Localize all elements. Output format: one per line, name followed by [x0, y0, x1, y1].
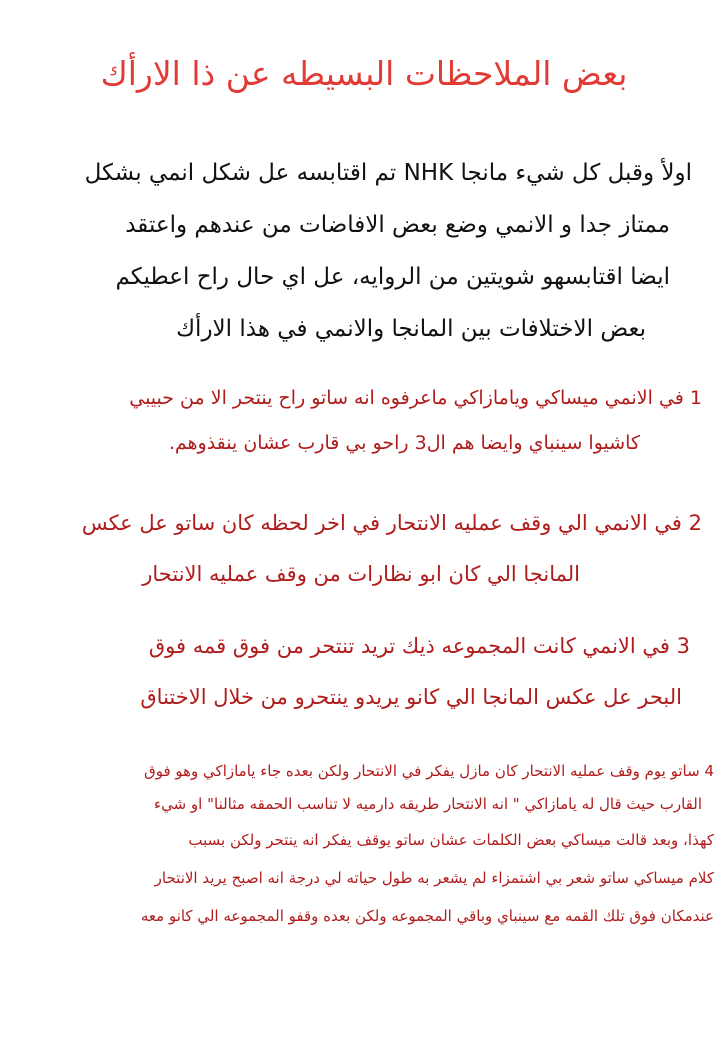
intro-line-1: اولأ وقبل كل شيء مانجا NHK تم اقتابسه عل شكل انمي بشكل — [84, 160, 692, 186]
point-2-line-2: المانجا الي كان ابو نظارات من وقف عمليه الانتحار — [142, 562, 580, 586]
page-title: بعض الملاحظات البسيطه عن ذا الارأك — [100, 54, 628, 93]
intro-line-3: ايضا اقتابسهو شويتين من الروايه، عل اي حال راح اعطيكم — [115, 264, 670, 290]
point-4-line-1: 4 ساتو يوم وقف عمليه الانتحار كان مازل يفكر في الانتحار ولكن بعده جاء يامازاكي وهو فوق — [144, 762, 714, 780]
point-1-line-1: 1 في الانمي ميساكي ويامازاكي ماعرفوه انه ساتو راح ينتحر الا من حبيبي — [129, 387, 702, 409]
point-3-line-1: 3 في الانمي كانت المجموعه ذيك تريد تنتحر من فوق قمه فوق — [148, 634, 690, 658]
point-4-line-5: عندمكان فوق تلك القمه مع سينباي وباقي المجموعه ولكن بعده وقفو المجموعه الي كانو معه — [140, 907, 714, 925]
point-4-line-4: كلام ميساكي ساتو شعر بي اشتمزاء لم يشعر به طول حياته لي درجة انه اصبح يريد الانتحار — [154, 869, 714, 887]
point-1-line-2: كاشيوا سينباي وايضا هم ال3 راحو بي قارب عشان ينقذوهم. — [168, 432, 640, 454]
point-4-line-2: القارب حيث قال له يامازاكي " انه الانتحار طريقه دارميه لا تناسب الحمقه مثالنا" او شيء — [154, 795, 702, 813]
intro-line-4: بعض الاختلافات بين المانجا والانمي في هذا الارأك — [176, 316, 646, 342]
point-2-line-1: 2 في الانمي الي وقف عمليه الانتحار في اخر لحظه كان ساتو عل عكس — [81, 511, 702, 535]
point-4-line-3: كهذا، وبعد قالت ميساكي بعض الكلمات عشان ساتو يوقف يفكر انه ينتحر ولكن بسبب — [188, 831, 714, 849]
intro-line-2: ممتاز جدا و الانمي وضع بعض الافاضات من عندهم واعتقد — [125, 212, 670, 238]
point-3-line-2: البحر عل عكس المانجا الي كانو يريدو ينتحرو من خلال الاختناق — [140, 685, 682, 709]
